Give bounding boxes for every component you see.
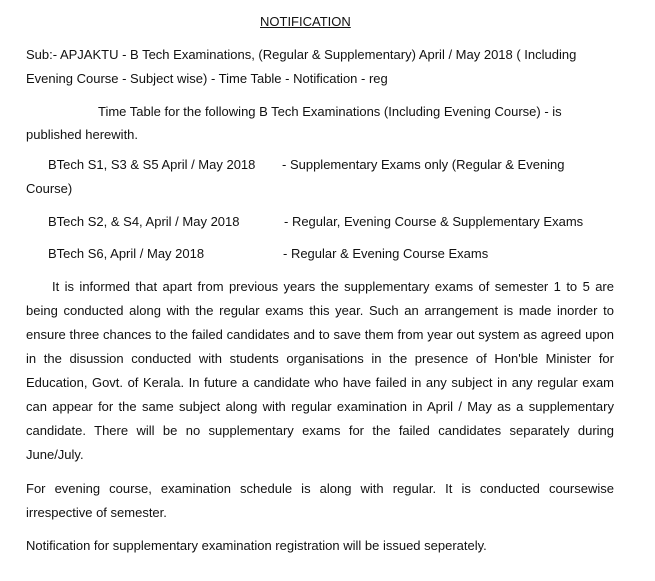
- paragraph-informed: It is informed that apart from previous years the supplementary exams of semester 1 to 5 are being conducted along with the regular exams this year. Such an arrangement is made inorder to ensure three chances to the failed candidates and to save them from year out system as agreed upon in the disussion conducted with students organisations in the presence of Hon'ble Minister for Education, Govt. of Kerala. In future a candidate who have failed in any subject in any regular exam can appear for the same subject along with regular examination in April / May as a supplementary candidate. There will be no supplementary exams for the failed candidates separately during June/July.: [26, 279, 614, 462]
- exam-desc-s1-s3-s5: - Supplementary Exams only (Regular & Evening: [282, 157, 565, 172]
- page-title: NOTIFICATION: [260, 14, 351, 29]
- subject-line-1: Sub:- APJAKTU - B Tech Examinations, (Regular & Supplementary) April / May 2018 ( Including: [26, 47, 577, 62]
- paragraph-supplementary-notice: Notification for supplementary examination registration will be issued seperately.: [26, 538, 487, 553]
- exam-desc-s2-s4: - Regular, Evening Course & Supplementary Exams: [284, 214, 584, 229]
- exam-name-s2-s4: BTech S2, & S4, April / May 2018: [48, 214, 240, 229]
- paragraph-evening-course: For evening course, examination schedule is along with regular. It is conducted coursewise irrespective of semester.: [26, 481, 614, 520]
- exam-desc-s1-s3-s5-cont: Course): [26, 181, 73, 196]
- exam-name-s6: BTech S6, April / May 2018: [48, 246, 205, 261]
- exam-desc-s6: - Regular & Evening Course Exams: [283, 246, 489, 261]
- subject-line-2: Evening Course - Subject wise) - Time Table - Notification - reg: [26, 71, 388, 86]
- exam-name-s1-s3-s5: BTech S1, S3 & S5 April / May 2018: [48, 157, 256, 172]
- intro-line-1: Time Table for the following B Tech Examinations (Including Evening Course) - is: [98, 104, 562, 119]
- intro-line-2: published herewith.: [26, 127, 139, 142]
